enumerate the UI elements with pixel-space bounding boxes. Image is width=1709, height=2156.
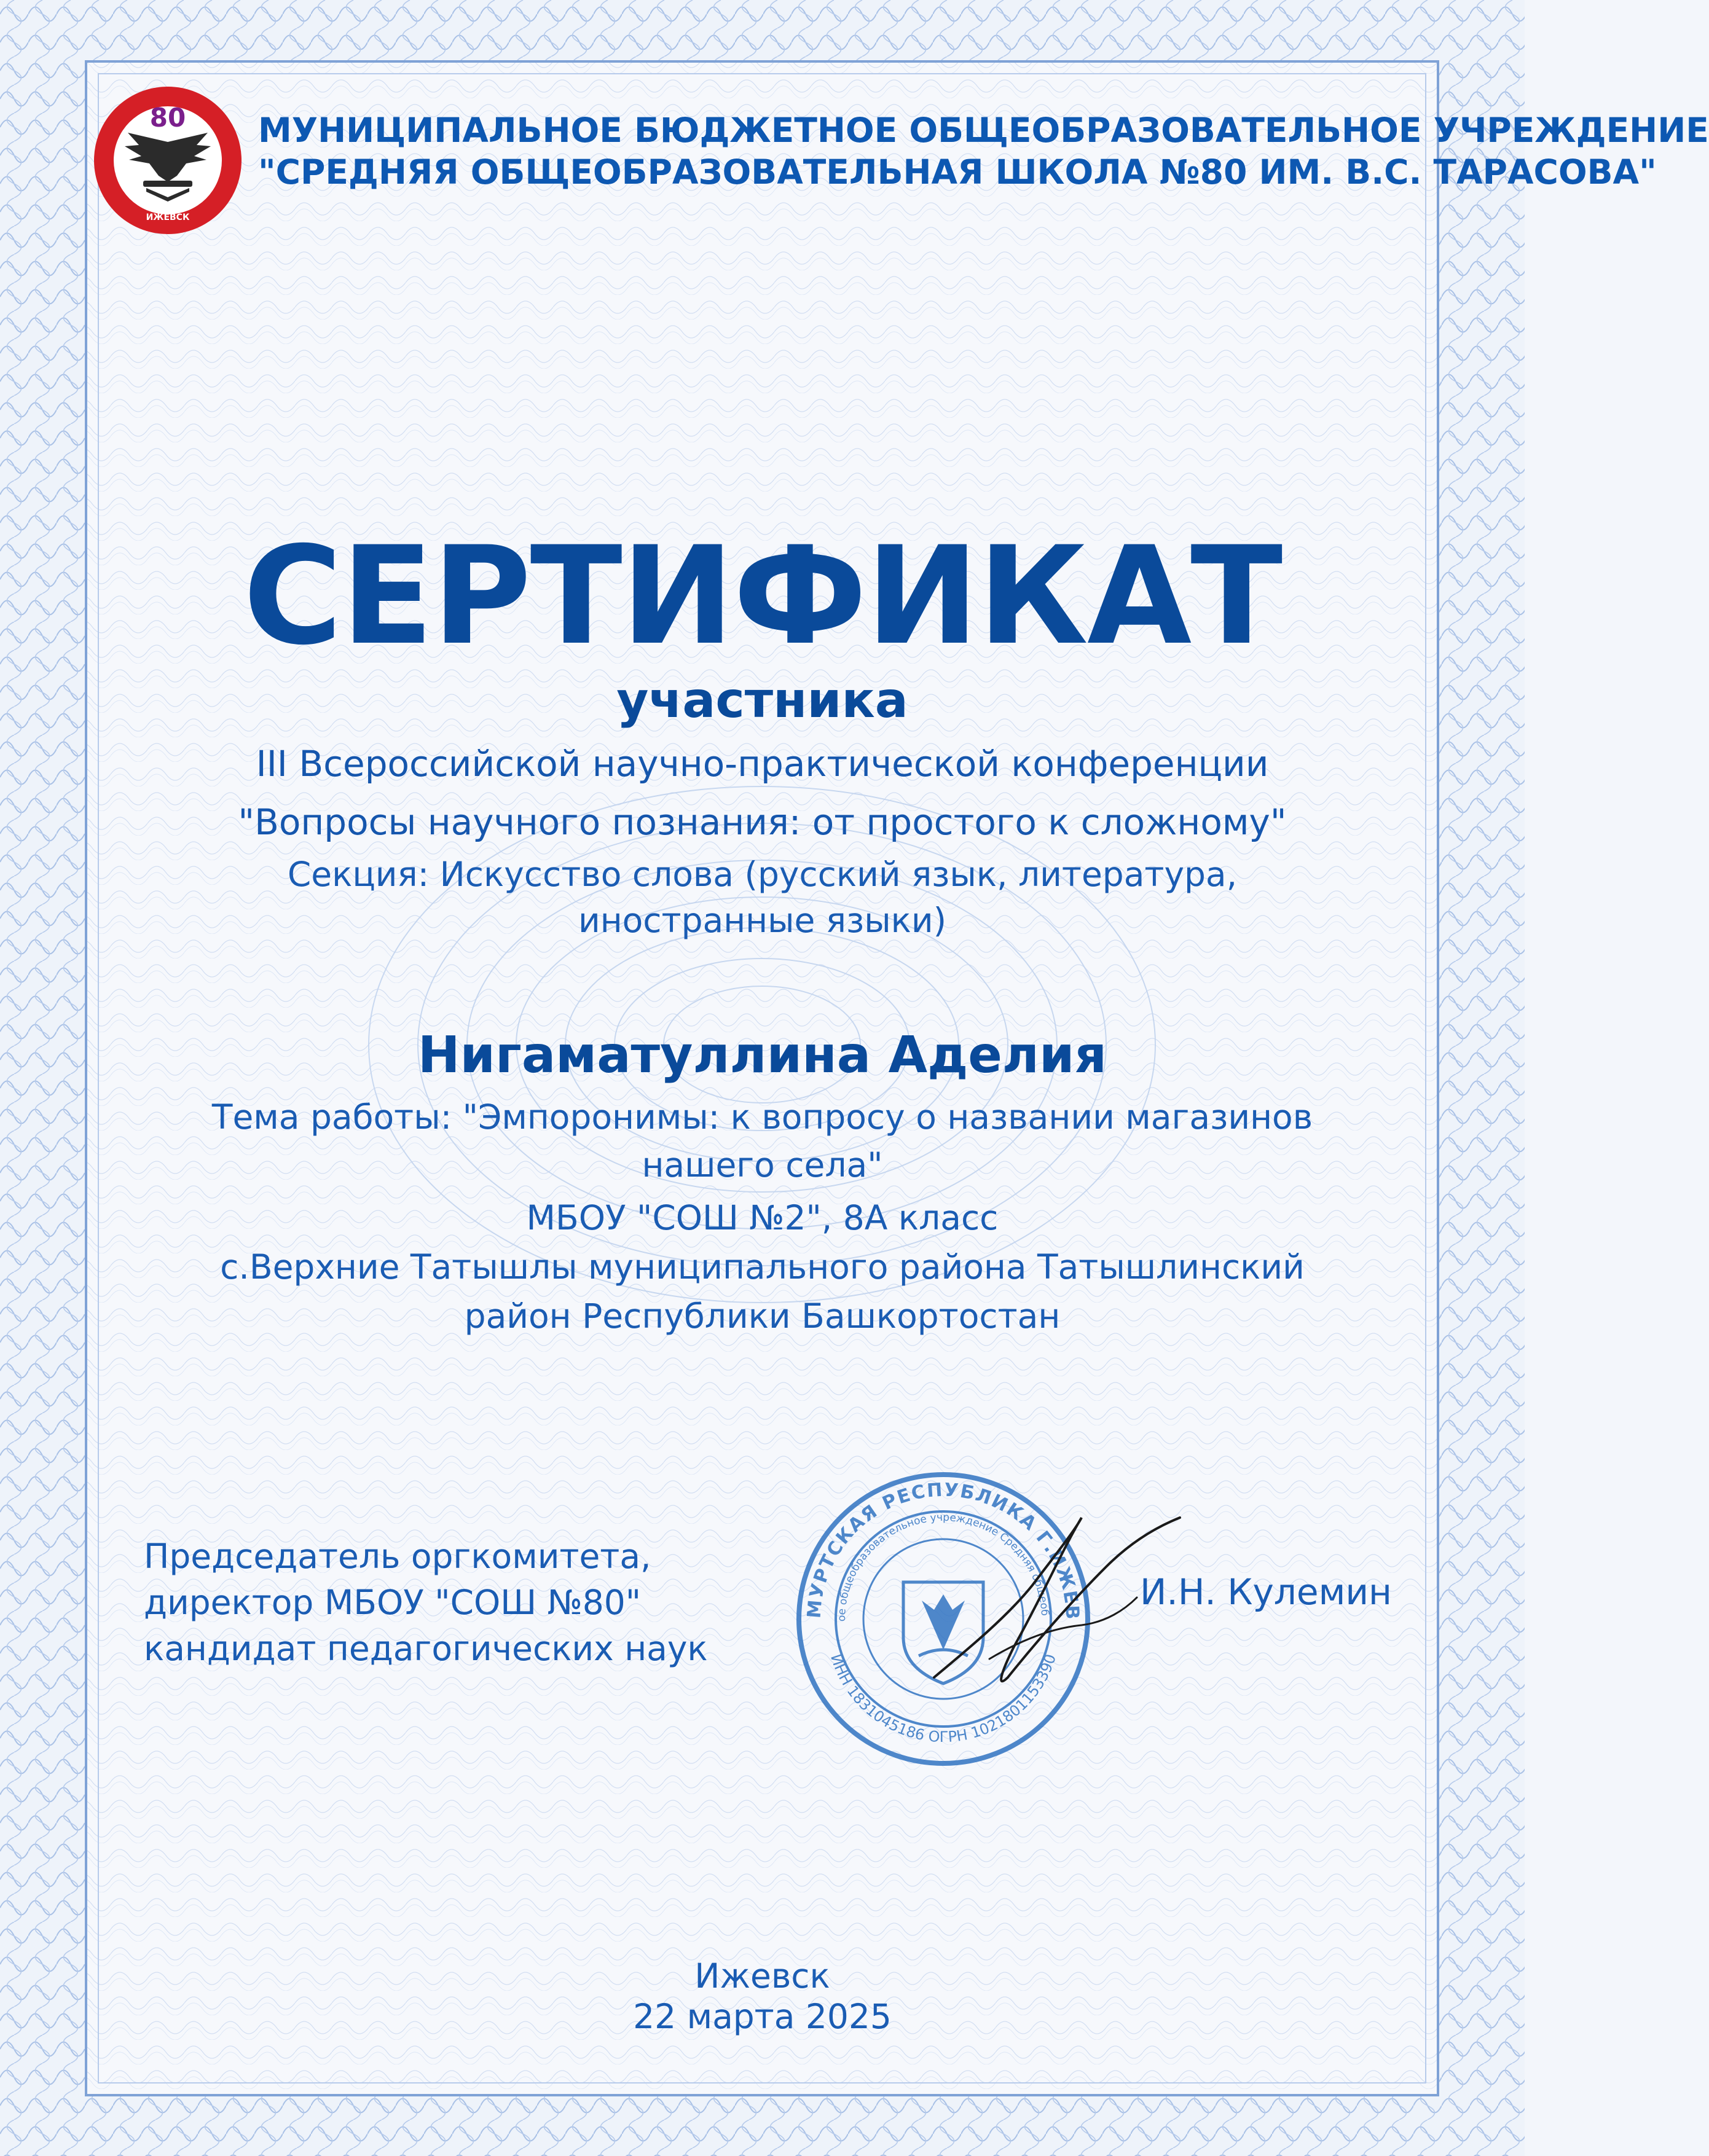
certificate-title: СЕРТИФИКАТ — [243, 517, 1282, 675]
seal-inner-text: ое общеобразовательное учреждение Средняя общеоб — [835, 1511, 1051, 1622]
logo-number: 80 — [149, 103, 186, 133]
signer-role-line1: Председатель оргкомитета, — [144, 1537, 651, 1576]
signer-role-line2: директор МБОУ "СОШ №80" — [144, 1583, 642, 1622]
logo-city: ИЖЕВСК — [146, 213, 190, 222]
certificate-subtitle: участника — [616, 672, 908, 729]
school-logo — [91, 84, 245, 237]
topic-line2: нашего села" — [642, 1145, 883, 1185]
footer-date: 22 марта 2025 — [633, 1997, 892, 2036]
footer-city: Ижевск — [694, 1956, 830, 1996]
conference-line1: III Всероссийской научно-практической конференции — [256, 743, 1269, 785]
location-line2: район Республики Башкортостан — [464, 1296, 1061, 1336]
location-line1: с.Верхние Татышлы муниципального района Татышлинский — [220, 1247, 1305, 1287]
org-name-line1: МУНИЦИПАЛЬНОЕ БЮДЖЕТНОЕ ОБЩЕОБРАЗОВАТЕЛЬНОЕ УЧРЕЖДЕНИЕ — [258, 111, 1709, 150]
signer-name: И.Н. Кулемин — [1140, 1571, 1392, 1613]
seal-outer-text: МУРТСКАЯ РЕСПУБЛИКА Г.ИЖЕВ — [803, 1479, 1083, 1621]
section-line2: иностранные языки) — [578, 901, 947, 940]
org-name-line2: "СРЕДНЯЯ ОБЩЕОБРАЗОВАТЕЛЬНАЯ ШКОЛА №80 ИМ. В.С. ТАРАСОВА" — [258, 152, 1657, 192]
participant-school: МБОУ "СОШ №2", 8А класс — [526, 1198, 999, 1237]
signer-role-line3: кандидат педагогических наук — [144, 1629, 708, 1668]
topic-line1: Тема работы: "Эмпоронимы: к вопросу о названии магазинов — [211, 1097, 1313, 1137]
section-line1: Секция: Искусство слова (русский язык, литература, — [287, 855, 1238, 894]
seal-bottom-text: ИНН 1831045186 ОГРН 1021801153390 — [827, 1652, 1060, 1746]
participant-name: Нигаматуллина Аделия — [417, 1026, 1107, 1084]
conference-line2: "Вопросы научного познания: от простого к сложному" — [238, 801, 1287, 843]
